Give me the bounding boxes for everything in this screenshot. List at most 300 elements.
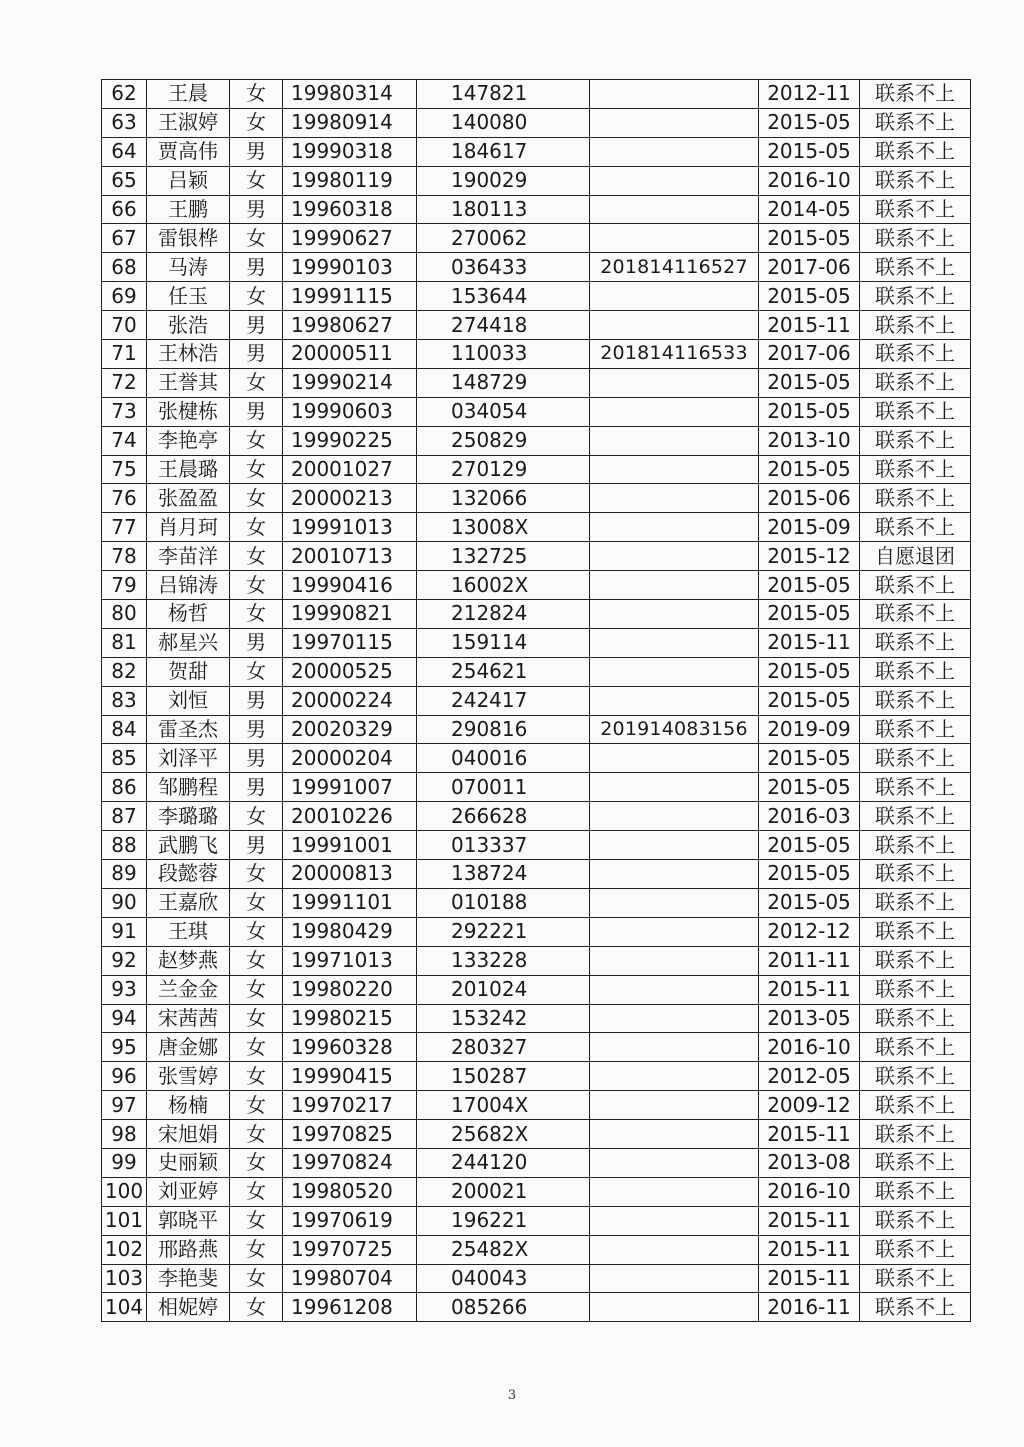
member-name-cell: 唐金娜 bbox=[147, 1033, 230, 1062]
member-name-cell: 史丽颖 bbox=[147, 1148, 230, 1177]
member-name-cell: 张浩 bbox=[147, 311, 230, 340]
id-suffix-cell: 133228 bbox=[417, 946, 590, 975]
table-row bbox=[102, 397, 971, 426]
gender-cell: 女 bbox=[230, 513, 283, 542]
birth-date-cell: 20010226 bbox=[283, 802, 417, 831]
member-name-cell: 相妮婷 bbox=[147, 1293, 230, 1322]
table-row bbox=[102, 224, 971, 253]
gender-cell: 男 bbox=[230, 253, 283, 282]
join-date-cell: 2015-05 bbox=[759, 455, 860, 484]
gender-cell: 女 bbox=[230, 1120, 283, 1149]
member-name-cell: 王晨璐 bbox=[147, 455, 230, 484]
member-name-cell: 任玉 bbox=[147, 282, 230, 311]
birth-date-cell: 19991001 bbox=[283, 831, 417, 860]
row-number-cell: 71 bbox=[102, 340, 147, 369]
status-cell: 联系不上 bbox=[860, 426, 971, 455]
join-date-cell: 2015-12 bbox=[759, 542, 860, 571]
member-number-cell bbox=[590, 1235, 759, 1264]
join-date-cell: 2015-05 bbox=[759, 773, 860, 802]
birth-date-cell: 20000224 bbox=[283, 686, 417, 715]
row-number-cell: 95 bbox=[102, 1033, 147, 1062]
row-number-cell: 66 bbox=[102, 195, 147, 224]
member-number-cell bbox=[590, 224, 759, 253]
birth-date-cell: 20020329 bbox=[283, 715, 417, 744]
table-row bbox=[102, 282, 971, 311]
birth-date-cell: 19990415 bbox=[283, 1062, 417, 1091]
row-number-cell: 93 bbox=[102, 975, 147, 1004]
gender-cell: 女 bbox=[230, 1033, 283, 1062]
status-cell: 联系不上 bbox=[860, 1293, 971, 1322]
member-number-cell bbox=[590, 1264, 759, 1293]
member-number-cell bbox=[590, 137, 759, 166]
id-suffix-cell: 010188 bbox=[417, 888, 590, 917]
gender-cell: 男 bbox=[230, 628, 283, 657]
row-number-cell: 80 bbox=[102, 600, 147, 629]
member-number-cell: 201914083156 bbox=[590, 715, 759, 744]
gender-cell: 女 bbox=[230, 542, 283, 571]
join-date-cell: 2016-10 bbox=[759, 1033, 860, 1062]
birth-date-cell: 19980220 bbox=[283, 975, 417, 1004]
member-number-cell bbox=[590, 571, 759, 600]
table-row bbox=[102, 831, 971, 860]
row-number-cell: 100 bbox=[102, 1177, 147, 1206]
member-number-cell bbox=[590, 426, 759, 455]
birth-date-cell: 19970619 bbox=[283, 1206, 417, 1235]
status-cell: 联系不上 bbox=[860, 1206, 971, 1235]
table-row bbox=[102, 513, 971, 542]
id-suffix-cell: 292221 bbox=[417, 917, 590, 946]
member-name-cell: 王鹏 bbox=[147, 195, 230, 224]
member-number-cell bbox=[590, 686, 759, 715]
member-name-cell: 吕锦涛 bbox=[147, 571, 230, 600]
status-cell: 联系不上 bbox=[860, 455, 971, 484]
status-cell: 联系不上 bbox=[860, 744, 971, 773]
member-number-cell bbox=[590, 860, 759, 889]
gender-cell: 男 bbox=[230, 397, 283, 426]
status-cell: 联系不上 bbox=[860, 397, 971, 426]
member-number-cell bbox=[590, 108, 759, 137]
member-table bbox=[101, 79, 971, 1322]
status-cell: 联系不上 bbox=[860, 1033, 971, 1062]
member-number-cell: 201814116527 bbox=[590, 253, 759, 282]
birth-date-cell: 19980520 bbox=[283, 1177, 417, 1206]
member-number-cell bbox=[590, 744, 759, 773]
row-number-cell: 96 bbox=[102, 1062, 147, 1091]
join-date-cell: 2015-11 bbox=[759, 1206, 860, 1235]
status-cell: 联系不上 bbox=[860, 137, 971, 166]
table-row bbox=[102, 455, 971, 484]
id-suffix-cell: 159114 bbox=[417, 628, 590, 657]
row-number-cell: 75 bbox=[102, 455, 147, 484]
gender-cell: 女 bbox=[230, 600, 283, 629]
member-name-cell: 肖月珂 bbox=[147, 513, 230, 542]
table-row bbox=[102, 686, 971, 715]
row-number-cell: 68 bbox=[102, 253, 147, 282]
status-cell: 联系不上 bbox=[860, 1004, 971, 1033]
table-row bbox=[102, 195, 971, 224]
join-date-cell: 2015-05 bbox=[759, 368, 860, 397]
member-number-cell bbox=[590, 282, 759, 311]
page-number: 3 bbox=[507, 1388, 517, 1403]
member-number-cell bbox=[590, 975, 759, 1004]
member-number-cell bbox=[590, 1148, 759, 1177]
member-name-cell: 刘泽平 bbox=[147, 744, 230, 773]
row-number-cell: 88 bbox=[102, 831, 147, 860]
row-number-cell: 78 bbox=[102, 542, 147, 571]
table-row bbox=[102, 1206, 971, 1235]
member-name-cell: 李璐璐 bbox=[147, 802, 230, 831]
gender-cell: 女 bbox=[230, 975, 283, 1004]
member-name-cell: 李苗洋 bbox=[147, 542, 230, 571]
status-cell: 联系不上 bbox=[860, 917, 971, 946]
id-suffix-cell: 150287 bbox=[417, 1062, 590, 1091]
join-date-cell: 2015-05 bbox=[759, 397, 860, 426]
row-number-cell: 101 bbox=[102, 1206, 147, 1235]
status-cell: 联系不上 bbox=[860, 773, 971, 802]
gender-cell: 男 bbox=[230, 340, 283, 369]
gender-cell: 女 bbox=[230, 571, 283, 600]
row-number-cell: 94 bbox=[102, 1004, 147, 1033]
birth-date-cell: 20000204 bbox=[283, 744, 417, 773]
gender-cell: 女 bbox=[230, 1235, 283, 1264]
status-cell: 联系不上 bbox=[860, 657, 971, 686]
join-date-cell: 2016-10 bbox=[759, 1177, 860, 1206]
gender-cell: 男 bbox=[230, 715, 283, 744]
gender-cell: 女 bbox=[230, 80, 283, 109]
table-row bbox=[102, 1033, 971, 1062]
status-cell: 联系不上 bbox=[860, 715, 971, 744]
birth-date-cell: 20000213 bbox=[283, 484, 417, 513]
status-cell: 联系不上 bbox=[860, 1235, 971, 1264]
id-suffix-cell: 25682X bbox=[417, 1120, 590, 1149]
gender-cell: 男 bbox=[230, 744, 283, 773]
status-cell: 联系不上 bbox=[860, 860, 971, 889]
member-number-cell bbox=[590, 1091, 759, 1120]
id-suffix-cell: 201024 bbox=[417, 975, 590, 1004]
gender-cell: 男 bbox=[230, 686, 283, 715]
member-number-cell bbox=[590, 542, 759, 571]
gender-cell: 女 bbox=[230, 426, 283, 455]
member-name-cell: 雷银桦 bbox=[147, 224, 230, 253]
member-name-cell: 雷圣杰 bbox=[147, 715, 230, 744]
table-row bbox=[102, 628, 971, 657]
table-row bbox=[102, 715, 971, 744]
status-cell: 自愿退团 bbox=[860, 542, 971, 571]
member-name-cell: 王晨 bbox=[147, 80, 230, 109]
birth-date-cell: 19991115 bbox=[283, 282, 417, 311]
id-suffix-cell: 290816 bbox=[417, 715, 590, 744]
table-row bbox=[102, 80, 971, 109]
status-cell: 联系不上 bbox=[860, 686, 971, 715]
id-suffix-cell: 270129 bbox=[417, 455, 590, 484]
gender-cell: 女 bbox=[230, 455, 283, 484]
join-date-cell: 2015-09 bbox=[759, 513, 860, 542]
birth-date-cell: 19990627 bbox=[283, 224, 417, 253]
member-name-cell: 贾高伟 bbox=[147, 137, 230, 166]
member-name-cell: 王嘉欣 bbox=[147, 888, 230, 917]
birth-date-cell: 19980119 bbox=[283, 166, 417, 195]
member-number-cell bbox=[590, 946, 759, 975]
id-suffix-cell: 254621 bbox=[417, 657, 590, 686]
table-row bbox=[102, 657, 971, 686]
id-suffix-cell: 148729 bbox=[417, 368, 590, 397]
status-cell: 联系不上 bbox=[860, 600, 971, 629]
table-row bbox=[102, 1235, 971, 1264]
id-suffix-cell: 085266 bbox=[417, 1293, 590, 1322]
id-suffix-cell: 16002X bbox=[417, 571, 590, 600]
id-suffix-cell: 280327 bbox=[417, 1033, 590, 1062]
join-date-cell: 2015-05 bbox=[759, 108, 860, 137]
member-number-cell bbox=[590, 888, 759, 917]
birth-date-cell: 19970825 bbox=[283, 1120, 417, 1149]
gender-cell: 男 bbox=[230, 195, 283, 224]
gender-cell: 女 bbox=[230, 368, 283, 397]
member-name-cell: 张雪婷 bbox=[147, 1062, 230, 1091]
table-row bbox=[102, 253, 971, 282]
table-row bbox=[102, 571, 971, 600]
member-number-cell bbox=[590, 831, 759, 860]
table-row bbox=[102, 426, 971, 455]
join-date-cell: 2015-05 bbox=[759, 137, 860, 166]
row-number-cell: 98 bbox=[102, 1120, 147, 1149]
join-date-cell: 2013-08 bbox=[759, 1148, 860, 1177]
id-suffix-cell: 153644 bbox=[417, 282, 590, 311]
table-row bbox=[102, 1062, 971, 1091]
id-suffix-cell: 13008X bbox=[417, 513, 590, 542]
row-number-cell: 81 bbox=[102, 628, 147, 657]
status-cell: 联系不上 bbox=[860, 831, 971, 860]
member-name-cell: 赵梦燕 bbox=[147, 946, 230, 975]
birth-date-cell: 19970217 bbox=[283, 1091, 417, 1120]
status-cell: 联系不上 bbox=[860, 628, 971, 657]
gender-cell: 女 bbox=[230, 946, 283, 975]
member-name-cell: 邢路燕 bbox=[147, 1235, 230, 1264]
gender-cell: 男 bbox=[230, 311, 283, 340]
status-cell: 联系不上 bbox=[860, 311, 971, 340]
table-row bbox=[102, 311, 971, 340]
gender-cell: 女 bbox=[230, 1206, 283, 1235]
row-number-cell: 87 bbox=[102, 802, 147, 831]
member-name-cell: 宋旭娟 bbox=[147, 1120, 230, 1149]
member-name-cell: 兰金金 bbox=[147, 975, 230, 1004]
member-number-cell bbox=[590, 600, 759, 629]
join-date-cell: 2015-05 bbox=[759, 657, 860, 686]
id-suffix-cell: 244120 bbox=[417, 1148, 590, 1177]
row-number-cell: 79 bbox=[102, 571, 147, 600]
id-suffix-cell: 190029 bbox=[417, 166, 590, 195]
row-number-cell: 90 bbox=[102, 888, 147, 917]
row-number-cell: 73 bbox=[102, 397, 147, 426]
birth-date-cell: 20000525 bbox=[283, 657, 417, 686]
id-suffix-cell: 040016 bbox=[417, 744, 590, 773]
row-number-cell: 103 bbox=[102, 1264, 147, 1293]
table-row bbox=[102, 1264, 971, 1293]
id-suffix-cell: 200021 bbox=[417, 1177, 590, 1206]
row-number-cell: 64 bbox=[102, 137, 147, 166]
member-name-cell: 马涛 bbox=[147, 253, 230, 282]
member-name-cell: 吕颖 bbox=[147, 166, 230, 195]
join-date-cell: 2015-05 bbox=[759, 282, 860, 311]
id-suffix-cell: 17004X bbox=[417, 1091, 590, 1120]
birth-date-cell: 19990225 bbox=[283, 426, 417, 455]
join-date-cell: 2015-05 bbox=[759, 571, 860, 600]
birth-date-cell: 19980704 bbox=[283, 1264, 417, 1293]
join-date-cell: 2016-11 bbox=[759, 1293, 860, 1322]
gender-cell: 女 bbox=[230, 1177, 283, 1206]
birth-date-cell: 19980429 bbox=[283, 917, 417, 946]
row-number-cell: 97 bbox=[102, 1091, 147, 1120]
birth-date-cell: 19980314 bbox=[283, 80, 417, 109]
row-number-cell: 104 bbox=[102, 1293, 147, 1322]
member-name-cell: 段懿蓉 bbox=[147, 860, 230, 889]
id-suffix-cell: 132066 bbox=[417, 484, 590, 513]
member-name-cell: 郭晓平 bbox=[147, 1206, 230, 1235]
row-number-cell: 85 bbox=[102, 744, 147, 773]
member-number-cell: 201814116533 bbox=[590, 340, 759, 369]
status-cell: 联系不上 bbox=[860, 195, 971, 224]
status-cell: 联系不上 bbox=[860, 253, 971, 282]
join-date-cell: 2015-05 bbox=[759, 744, 860, 773]
member-number-cell bbox=[590, 513, 759, 542]
birth-date-cell: 19970115 bbox=[283, 628, 417, 657]
id-suffix-cell: 153242 bbox=[417, 1004, 590, 1033]
row-number-cell: 86 bbox=[102, 773, 147, 802]
gender-cell: 女 bbox=[230, 108, 283, 137]
id-suffix-cell: 147821 bbox=[417, 80, 590, 109]
status-cell: 联系不上 bbox=[860, 80, 971, 109]
member-name-cell: 王淑婷 bbox=[147, 108, 230, 137]
member-number-cell bbox=[590, 1004, 759, 1033]
gender-cell: 女 bbox=[230, 282, 283, 311]
member-number-cell bbox=[590, 311, 759, 340]
join-date-cell: 2013-10 bbox=[759, 426, 860, 455]
status-cell: 联系不上 bbox=[860, 888, 971, 917]
row-number-cell: 102 bbox=[102, 1235, 147, 1264]
gender-cell: 男 bbox=[230, 137, 283, 166]
gender-cell: 女 bbox=[230, 657, 283, 686]
row-number-cell: 72 bbox=[102, 368, 147, 397]
table-row bbox=[102, 166, 971, 195]
member-name-cell: 王誉其 bbox=[147, 368, 230, 397]
member-name-cell: 王琪 bbox=[147, 917, 230, 946]
table-row bbox=[102, 773, 971, 802]
member-number-cell bbox=[590, 1033, 759, 1062]
join-date-cell: 2017-06 bbox=[759, 253, 860, 282]
member-number-cell bbox=[590, 657, 759, 686]
member-number-cell bbox=[590, 484, 759, 513]
row-number-cell: 83 bbox=[102, 686, 147, 715]
gender-cell: 女 bbox=[230, 1293, 283, 1322]
table-row bbox=[102, 1177, 971, 1206]
gender-cell: 女 bbox=[230, 224, 283, 253]
id-suffix-cell: 070011 bbox=[417, 773, 590, 802]
table-row bbox=[102, 860, 971, 889]
row-number-cell: 92 bbox=[102, 946, 147, 975]
id-suffix-cell: 212824 bbox=[417, 600, 590, 629]
member-number-cell bbox=[590, 628, 759, 657]
join-date-cell: 2012-12 bbox=[759, 917, 860, 946]
id-suffix-cell: 184617 bbox=[417, 137, 590, 166]
status-cell: 联系不上 bbox=[860, 571, 971, 600]
join-date-cell: 2012-11 bbox=[759, 80, 860, 109]
gender-cell: 女 bbox=[230, 1264, 283, 1293]
row-number-cell: 67 bbox=[102, 224, 147, 253]
join-date-cell: 2015-05 bbox=[759, 600, 860, 629]
id-suffix-cell: 274418 bbox=[417, 311, 590, 340]
member-name-cell: 李艳斐 bbox=[147, 1264, 230, 1293]
table-row bbox=[102, 946, 971, 975]
birth-date-cell: 19960328 bbox=[283, 1033, 417, 1062]
join-date-cell: 2015-11 bbox=[759, 1235, 860, 1264]
row-number-cell: 69 bbox=[102, 282, 147, 311]
birth-date-cell: 19980215 bbox=[283, 1004, 417, 1033]
member-number-cell bbox=[590, 397, 759, 426]
gender-cell: 女 bbox=[230, 1091, 283, 1120]
row-number-cell: 77 bbox=[102, 513, 147, 542]
member-name-cell: 邹鹏程 bbox=[147, 773, 230, 802]
row-number-cell: 82 bbox=[102, 657, 147, 686]
gender-cell: 女 bbox=[230, 888, 283, 917]
birth-date-cell: 19970725 bbox=[283, 1235, 417, 1264]
gender-cell: 女 bbox=[230, 860, 283, 889]
member-name-cell: 刘亚婷 bbox=[147, 1177, 230, 1206]
join-date-cell: 2015-11 bbox=[759, 1264, 860, 1293]
join-date-cell: 2015-05 bbox=[759, 224, 860, 253]
join-date-cell: 2015-11 bbox=[759, 1120, 860, 1149]
join-date-cell: 2015-06 bbox=[759, 484, 860, 513]
birth-date-cell: 19960318 bbox=[283, 195, 417, 224]
member-name-cell: 贺甜 bbox=[147, 657, 230, 686]
gender-cell: 男 bbox=[230, 831, 283, 860]
row-number-cell: 63 bbox=[102, 108, 147, 137]
status-cell: 联系不上 bbox=[860, 1120, 971, 1149]
status-cell: 联系不上 bbox=[860, 1062, 971, 1091]
table-row bbox=[102, 1120, 971, 1149]
member-name-cell: 杨楠 bbox=[147, 1091, 230, 1120]
member-number-cell bbox=[590, 1062, 759, 1091]
table-row bbox=[102, 542, 971, 571]
member-number-cell bbox=[590, 1177, 759, 1206]
id-suffix-cell: 140080 bbox=[417, 108, 590, 137]
id-suffix-cell: 110033 bbox=[417, 340, 590, 369]
table-row bbox=[102, 975, 971, 1004]
status-cell: 联系不上 bbox=[860, 1148, 971, 1177]
status-cell: 联系不上 bbox=[860, 1264, 971, 1293]
birth-date-cell: 19991013 bbox=[283, 513, 417, 542]
member-name-cell: 刘恒 bbox=[147, 686, 230, 715]
join-date-cell: 2015-11 bbox=[759, 628, 860, 657]
table-row bbox=[102, 1148, 971, 1177]
table-row bbox=[102, 1293, 971, 1322]
birth-date-cell: 19970824 bbox=[283, 1148, 417, 1177]
table-row bbox=[102, 888, 971, 917]
member-table-body bbox=[102, 80, 971, 1322]
status-cell: 联系不上 bbox=[860, 1091, 971, 1120]
join-date-cell: 2013-05 bbox=[759, 1004, 860, 1033]
id-suffix-cell: 266628 bbox=[417, 802, 590, 831]
table-row bbox=[102, 802, 971, 831]
join-date-cell: 2015-05 bbox=[759, 686, 860, 715]
row-number-cell: 99 bbox=[102, 1148, 147, 1177]
member-number-cell bbox=[590, 917, 759, 946]
join-date-cell: 2011-11 bbox=[759, 946, 860, 975]
member-number-cell bbox=[590, 455, 759, 484]
id-suffix-cell: 242417 bbox=[417, 686, 590, 715]
member-number-cell bbox=[590, 773, 759, 802]
birth-date-cell: 19990103 bbox=[283, 253, 417, 282]
id-suffix-cell: 040043 bbox=[417, 1264, 590, 1293]
member-name-cell: 郝星兴 bbox=[147, 628, 230, 657]
